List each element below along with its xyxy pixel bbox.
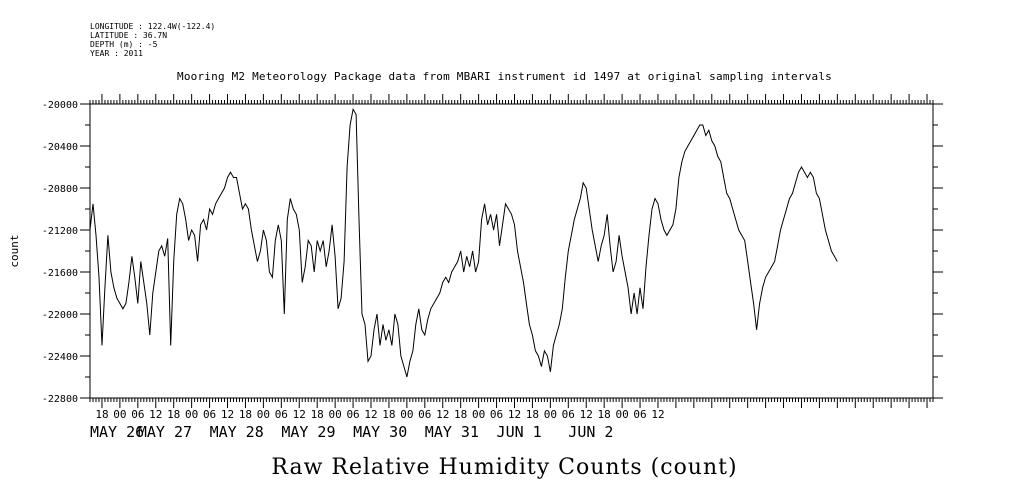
year-text: YEAR : 2011 <box>90 49 143 58</box>
x-hour-label: 18 <box>95 408 109 421</box>
x-hour-label: 00 <box>328 408 342 421</box>
x-hour-label: 00 <box>615 408 629 421</box>
x-day-label: MAY 30 <box>353 423 408 441</box>
x-hour-label: 00 <box>400 408 414 421</box>
x-hour-label: 12 <box>292 408 306 421</box>
x-hour-label: 18 <box>597 408 611 421</box>
y-tick-label: -21200 <box>41 226 78 237</box>
x-hour-label: 12 <box>149 408 163 421</box>
x-hour-label: 12 <box>579 408 593 421</box>
x-hour-label: 06 <box>418 408 432 421</box>
longitude-text: LONGITUDE : 122.4W(-122.4) <box>90 22 216 31</box>
depth-text: DEPTH (m) : -5 <box>90 40 158 49</box>
x-hour-label: 18 <box>167 408 181 421</box>
x-day-label: JUN 2 <box>568 423 614 441</box>
x-hour-label: 12 <box>651 408 665 421</box>
x-hour-label: 18 <box>525 408 540 421</box>
x-day-label: MAY 31 <box>424 423 479 441</box>
x-hour-label: 00 <box>471 408 486 421</box>
x-hour-label: 12 <box>436 408 450 421</box>
latitude-text: LATITUDE : 36.7N <box>90 31 168 40</box>
x-hour-label: 12 <box>220 408 235 421</box>
chart-subtitle: Mooring M2 Meteorology Package data from MBARI instrument id 1497 at original sampling intervals <box>177 70 832 83</box>
y-tick-label: -22800 <box>41 394 78 405</box>
chart-title: Raw Relative Humidity Counts (count) <box>271 455 738 480</box>
x-hour-label: 06 <box>274 408 288 421</box>
axes-group <box>8 94 943 441</box>
x-hour-label: 00 <box>113 408 127 421</box>
series-line <box>90 109 837 377</box>
y-tick-label: -20400 <box>41 142 78 153</box>
x-hour-label: 00 <box>185 408 199 421</box>
x-hour-label: 18 <box>310 408 324 421</box>
y-tick-label: -20800 <box>41 184 78 195</box>
x-hour-label: 18 <box>382 408 396 421</box>
y-axis-label: count <box>8 234 21 268</box>
x-hour-label: 12 <box>507 408 522 421</box>
y-tick-label: -21600 <box>41 268 78 279</box>
y-tick-label: -20000 <box>41 100 78 111</box>
x-hour-label: 06 <box>561 408 575 421</box>
x-hour-label: 00 <box>543 408 557 421</box>
x-day-label: MAY 27 <box>137 423 193 441</box>
y-tick-label: -22400 <box>41 352 78 363</box>
plot-frame <box>90 104 933 398</box>
x-day-label: JUN 1 <box>496 423 542 441</box>
x-hour-label: 06 <box>489 408 504 421</box>
x-hour-label: 06 <box>346 408 360 421</box>
x-hour-label: 18 <box>238 408 253 421</box>
x-hour-label: 06 <box>633 408 647 421</box>
x-hour-label: 12 <box>364 408 378 421</box>
x-day-label: MAY 26 <box>90 423 145 441</box>
series-group <box>90 109 837 377</box>
x-hour-label: 06 <box>202 408 217 421</box>
y-tick-label: -22000 <box>41 310 78 321</box>
x-day-label: MAY 28 <box>209 423 264 441</box>
x-hour-label: 06 <box>131 408 145 421</box>
x-day-label: MAY 29 <box>281 423 336 441</box>
x-hour-label: 18 <box>454 408 468 421</box>
x-hour-label: 00 <box>256 408 271 421</box>
